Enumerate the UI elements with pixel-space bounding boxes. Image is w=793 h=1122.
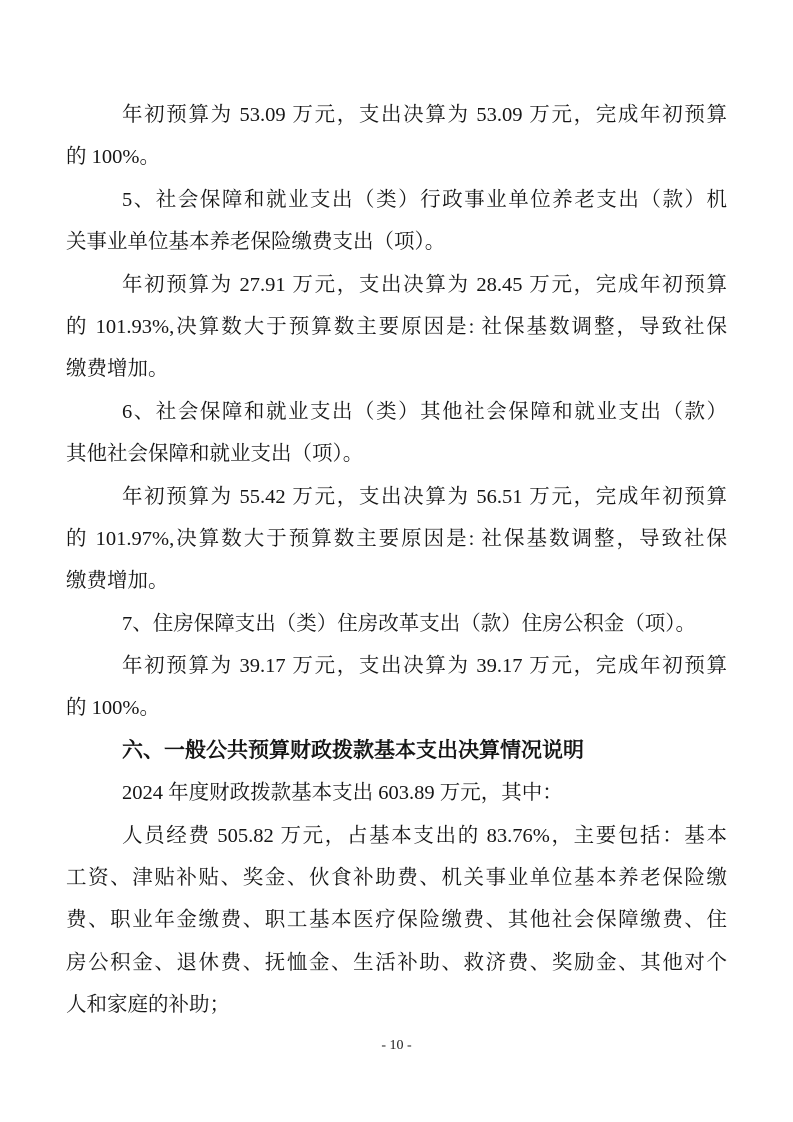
text-line: 的 100%。	[66, 146, 160, 169]
text-line: 人员经费 505.82 万元，占基本支出的 83.76%，主要包括：基本	[122, 824, 727, 847]
text-line: 房公积金、退休费、抚恤金、生活补助、救济费、奖励金、其他对个	[66, 951, 727, 974]
text-line: 缴费增加。	[66, 570, 169, 593]
text-line: 缴费增加。	[66, 358, 169, 381]
text-line: 的 101.97%,决算数大于预算数主要原因是: 社保基数调整，导致社保	[66, 527, 727, 550]
document-body	[66, 94, 727, 1027]
text-line: 费、职业年金缴费、职工基本医疗保险缴费、其他社会保障缴费、住	[66, 909, 727, 932]
text-line: 6、社会保障和就业支出（类）其他社会保障和就业支出（款）	[122, 400, 727, 423]
text-line: 年初预算为 55.42 万元，支出决算为 56.51 万元，完成年初预算	[122, 485, 727, 508]
text-line: 的 100%。	[66, 697, 160, 720]
text-line: 工资、津贴补贴、奖金、伙食补助费、机关事业单位基本养老保险缴	[66, 867, 727, 890]
text-line: 年初预算为 53.09 万元，支出决算为 53.09 万元，完成年初预算	[122, 104, 727, 126]
section-heading: 六、一般公共预算财政拨款基本支出决算情况说明	[122, 738, 584, 762]
text-line: 关事业单位基本养老保险缴费支出（项）。	[66, 231, 446, 254]
text-line: 的 101.93%,决算数大于预算数主要原因是: 社保基数调整，导致社保	[66, 315, 727, 338]
page-number: - 10 -	[381, 1038, 412, 1053]
text-line: 其他社会保障和就业支出（项）。	[66, 443, 364, 466]
text-line: 2024 年度财政拨款基本支出 603.89 万元，其中：	[122, 782, 563, 805]
text-line: 7、住房保障支出（类）住房改革支出（款）住房公积金（项）。	[122, 612, 696, 635]
text-line: 年初预算为 27.91 万元，支出决算为 28.45 万元，完成年初预算	[122, 273, 727, 296]
text-line: 年初预算为 39.17 万元，支出决算为 39.17 万元，完成年初预算	[122, 655, 727, 678]
text-line: 5、社会保障和就业支出（类）行政事业单位养老支出（款）机	[122, 188, 727, 211]
text-line: 人和家庭的补助；	[66, 994, 230, 1017]
